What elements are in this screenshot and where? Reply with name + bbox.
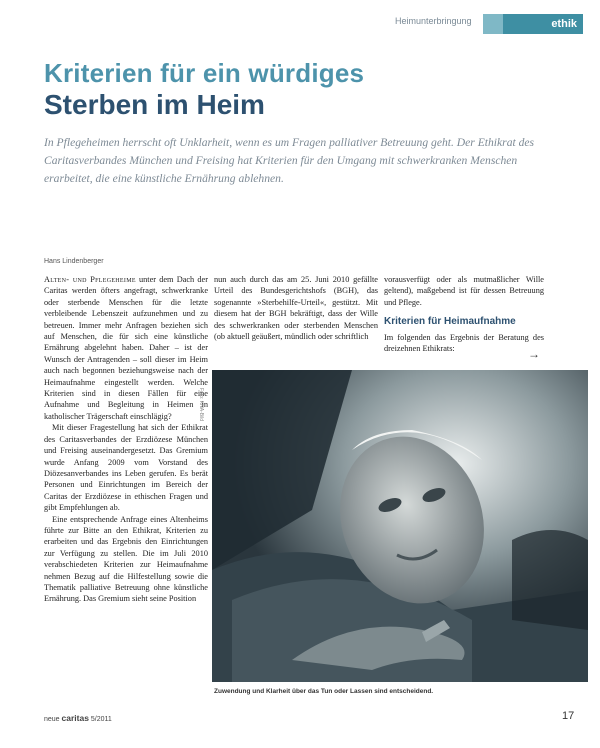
photo-illustration [212, 370, 588, 682]
rubric-label: Heimunterbringung [395, 16, 472, 26]
headline-line-1: Kriterien für ein würdiges [44, 58, 365, 88]
photo-caption: Zuwendung und Klarheit über das Tun oder Lassen sind entscheidend. [214, 688, 434, 695]
section-tab [483, 14, 583, 34]
section-label: ethik [551, 18, 577, 30]
section-tab-accent [483, 14, 503, 34]
lead-paragraph: In Pflegeheimen herrscht oft Unklarheit, wenn es um Fragen palliativer Betreuung geht. Der Ethikrat des Caritasverbandes München und Freising hat Kriterien für den Umgang mit schwerkranken Menschen erarbeitet, die eine künstliche Ernährung ablehnen. [44, 136, 535, 185]
text-column-1 [44, 274, 208, 605]
footer-issue: 5/2011 [90, 716, 112, 723]
paragraph-text: unter dem Dach der Caritas werden öfters angefragt, schwerkranke oder sterbende Menschen für die letzte verbleibende Lebenszeit aufzunehmen und zu betreuen. Immer mehr Anfragen beziehen sich auf Menschen, die für sich eine künstliche Ernährung abgelehnt haben. Daher – ist der Wunsch der Antragenden – soll dieser im Heim auch nach begonnen beziehungsweise nach der Heimaufnahme eingestellt werden. Welche Kriterien sind in diesen Fällen für eine Aufnahme und Begleitung in Heimen in katholischer Trägerschaft einschlägig? [44, 275, 208, 421]
author-byline: Hans Lindenberger [44, 258, 104, 265]
text-column-3 [384, 274, 544, 354]
paragraph: Mit dieser Fragestellung hat sich der Ethikrat des Caritasverbandes der Erzdiözese München und Freising auseinandergesetzt. Das Gremium wurde Anfang 2009 vom Vorstand des Diözesanverbandes ins Leben gerufen. Es berät Personen und Einrichtungen im Bereich der Caritas der Erzdiözese in ethischen Fragen und gibt Empfehlungen ab. [44, 423, 208, 513]
paragraph: nun auch durch das am 25. Juni 2010 gefällte Urteil des Bundesgerichtshofs (BGH), das sogenannte »Sterbehilfe-Urteil«, gestützt. Mit diesem hat der BGH bekräftigt, dass der Wille des schwerkranken oder sterbenden Menschen (ob aktuell geäußert, mündlich oder schriftlich [214, 275, 378, 342]
footer-prefix: neue [44, 716, 60, 723]
paragraph: Eine entsprechende Anfrage eines Altenheims führte zur Bitte an den Ethikrat, Kriterien zu erarbeiten und das Ergebnis den Einrichtungen zur Verfügung zu stellen. Die im Juli 2010 verabschiedeten Kriterien zur Heimaufnahme nehmen Bezug auf die Hilfestellung sowie die Thematik palliative Betreuung ohne künstliche Ernährung. Das Gremium sieht seine Position [44, 514, 208, 604]
paragraph: Im folgenden das Ergebnis der Beratung des dreizehnen Ethikrats: [384, 332, 544, 354]
photo-credit: Foto: KNA-Bild [198, 388, 204, 422]
continue-arrow-icon: → [528, 347, 540, 361]
subheading: Kriterien für Heimaufnahme [384, 316, 516, 328]
footer-publication [44, 713, 112, 723]
paragraph [44, 274, 208, 422]
lead-in-caps: Alten- und Pflegeheime [44, 275, 136, 284]
article-photo [212, 370, 588, 682]
headline-line-2: Sterben im Heim [44, 89, 265, 120]
paragraph: vorausverfügt oder als mutmaßlicher Wille geltend), maßgebend ist für dessen Betreuung und Pflege. [384, 275, 544, 307]
page-number: 17 [562, 710, 575, 722]
footer-magazine: caritas [61, 713, 89, 723]
text-column-2 [214, 274, 378, 342]
